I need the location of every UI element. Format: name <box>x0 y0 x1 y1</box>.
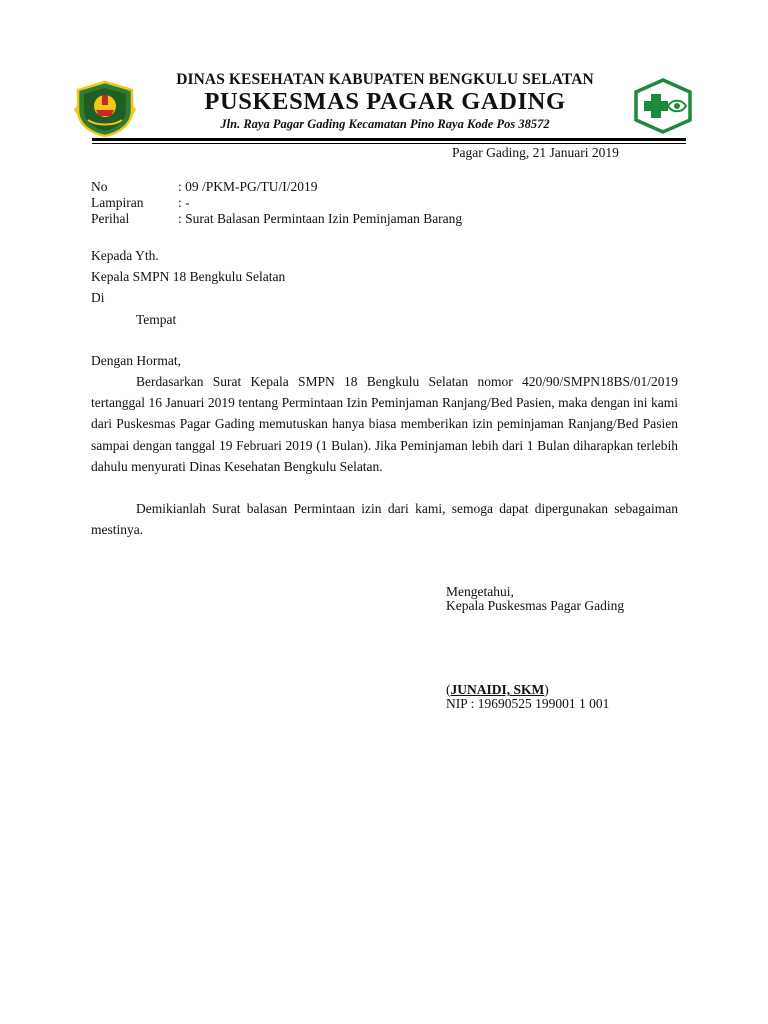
letterhead-divider-thin <box>92 143 686 144</box>
body-paragraph-text: Berdasarkan Surat Kepala SMPN 18 Bengkulu Selatan nomor 420/90/SMPN18BS/01/2019 tertanggal 16 Januari 2019 tentang Permintaan Izin Peminjaman Ranjang/Bed Pasien, maka dengan ini kami dari Puskesmas Pagar Gading memutuskan hanya biasa memberikan izin peminjaman Ranjang/Bed Pasien sampai dengan tanggal 19 Februari 2019 (1 Bulan). Jika Peminjaman lebih dari 1 Bulan diharapkan terlebih dahulu menyurati Dinas Kesehatan Bengkulu Selatan. <box>91 374 678 474</box>
agency-line: DINAS KESEHATAN KABUPATEN BENGKULU SELATAN <box>176 71 594 88</box>
meta-value-perihal: : Surat Balasan Permintaan Izin Peminjaman Barang <box>178 211 463 226</box>
closing-paragraph-text: Demikianlah Surat balasan Permintaan izin dari kami, semoga dapat dipergunakan sebagaiman mestinya. <box>91 501 678 538</box>
meta-value-lampiran: : - <box>178 195 190 210</box>
puskesmas-cross-logo-icon <box>632 78 694 134</box>
meta-label-no: No <box>91 179 108 194</box>
address-line: Jln. Raya Pagar Gading Kecamatan Pino Raya Kode Pos 38572 <box>220 117 550 131</box>
recipient-place: Tempat <box>136 312 177 327</box>
recipient-to: Kepada Yth. <box>91 248 159 263</box>
signature-nip: NIP : 19690525 199001 1 001 <box>446 696 610 711</box>
body-paragraph <box>91 371 678 477</box>
signature-acknowledge: Mengetahui, <box>446 584 514 599</box>
signature-name: JUNAIDI, SKM <box>450 682 545 697</box>
letterhead-divider-thick <box>92 138 686 141</box>
meta-value-no: : 09 /PKM-PG/TU/I/2019 <box>178 179 318 194</box>
recipient-di: Di <box>91 290 105 305</box>
puskesmas-name: PUSKESMAS PAGAR GADING <box>204 88 566 115</box>
signature-open-paren: ( <box>446 682 451 697</box>
meta-label-perihal: Perihal <box>91 211 130 226</box>
meta-label-lampiran: Lampiran <box>91 195 144 210</box>
signature-close-paren: ) <box>544 682 549 697</box>
recipient-name: Kepala SMPN 18 Bengkulu Selatan <box>91 269 286 284</box>
signature-position: Kepala Puskesmas Pagar Gading <box>446 598 625 613</box>
letter-date: Pagar Gading, 21 Januari 2019 <box>452 145 619 160</box>
regency-emblem-icon <box>74 80 136 138</box>
greeting: Dengan Hormat, <box>91 353 181 368</box>
closing-paragraph <box>91 498 678 540</box>
